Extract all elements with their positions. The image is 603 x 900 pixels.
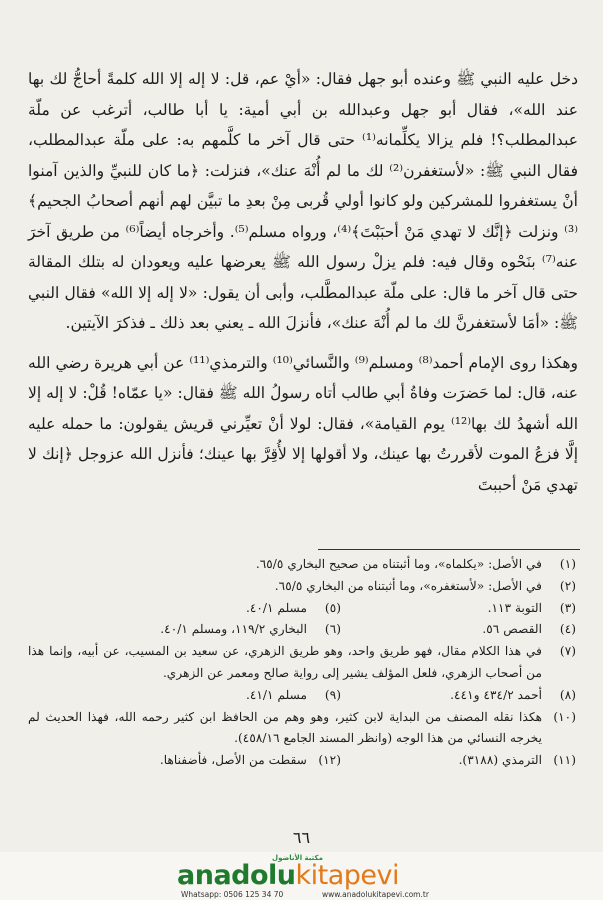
logo-brand-part2: kitapevi <box>295 860 400 891</box>
footnote-text: الترمذي (٣١٨٨). <box>458 753 542 768</box>
logo-phone: Whatsapp: 0506 125 34 70 <box>181 890 284 899</box>
footnote-1 <box>28 554 576 576</box>
footnote-text: البخاري ١١٩/٢، ومسلم ٤٠/١. <box>160 622 307 637</box>
logo-website[interactable]: www.anadolukitapevi.com.tr <box>322 890 429 899</box>
footnote-text: القصص ٥٦. <box>482 622 542 637</box>
footnote-row-8-9 <box>28 685 576 707</box>
footnote-text: هكذا نقله المصنف من البداية لابن كثير، وهو وهم من الحافظ ابن كثير رحمه الله، فهذا الحديث لم يخرجه النسائي من هذا الوجه (وانظر المسند الجامع ٤٥٨/١٦). <box>28 709 542 746</box>
footnote-row-3-5 <box>28 598 576 620</box>
footnote-number: (٥) <box>324 600 341 615</box>
footnote-row-4-6 <box>28 619 576 641</box>
footnote-text: مسلم ٤٠/١. <box>245 600 307 615</box>
footnote-text: مسلم ٤١/١. <box>245 687 307 702</box>
footnote-number: (٩) <box>324 687 341 702</box>
logo-brand <box>177 860 399 891</box>
footnote-number: (١٠) <box>553 709 576 724</box>
footnote-number: (١٢) <box>318 753 341 768</box>
paragraph-1: دخل عليه النبي ﷺ وعنده أبو جهل فقال: «أيْ عم، قل: لا إله إلا الله كلمةً أحاجُّ لك بها عند الله»، فقال أبو جهل وعبدالله بن أبي أمية: يا أبا طالب، أترغب عن ملّة عبدالمطلب؟! فلم يزالا يكلِّمانه⁽¹⁾ حتى قال آخر ما كلَّمهم به: على ملّة عبدالمطلب، فقال النبي ﷺ: «لأستغفرن⁽²⁾ لك ما لم أُنْهَ عنك»، فنزلت: ﴿ما كان للنبيِّ والذين آمنوا أنْ يستغفروا للمشركين ولو كانوا أولي قُربى مِنْ بعدِ ما تبيَّن لهم أنهم أصحابُ الجحيم﴾⁽³⁾ ونزلت ﴿إنَّك لا تهدي مَنْ أحبَبْتَ﴾⁽⁴⁾، ورواه مسلم⁽⁵⁾. وأخرجاه أيضاً⁽⁶⁾ من طريق آخرَ عنه⁽⁷⁾ بنَحْوه وقال فيه: فلم يزلْ رسول الله ﷺ يعرضها عليه ويعودان له بتلك المقالة حتى قال آخر ما قال: على ملّة عبدالمطَّلب، وأبى أن يقول: «لا إله إلا الله» فقال النبي ﷺ: «أمَا لأستغفرنَّ لك ما لم أُنْهَ عنك»، فأنزلَ الله ـ يعني بعد ذلك ـ فذكرَ الآيتين. <box>28 70 579 332</box>
footnote-number: (١) <box>559 557 576 571</box>
page-number: ٦٦ <box>292 828 311 847</box>
footnote-number: (٧) <box>559 644 576 659</box>
footnote-7 <box>28 641 576 685</box>
footnote-divider <box>318 549 580 550</box>
footnote-number: (٤) <box>559 622 576 637</box>
footnote-2 <box>28 576 576 598</box>
footnote-text: سقطت من الأصل، فأضفناها. <box>159 753 307 768</box>
footnote-number: (٢) <box>559 578 576 593</box>
footnote-text: أحمد ٤٣٤/٢ و٤٤١. <box>450 687 542 702</box>
footnote-text: التوبة ١١٣. <box>487 600 542 615</box>
publisher-logo[interactable] <box>0 852 603 900</box>
main-text <box>28 64 578 500</box>
footnote-number: (٦) <box>324 622 341 637</box>
footnote-text: في الأصل: «يكلماه»، وما أثبتناه من صحيح البخاري ٦٥/٥. <box>255 557 542 571</box>
footnote-number: (٣) <box>559 600 576 615</box>
paragraph-2: وهكذا روى الإمام أحمد⁽⁸⁾ ومسلم⁽⁹⁾ والنَّسائي⁽¹⁰⁾ والترمذي⁽¹¹⁾ عن أبي هريرة رضي الله عنه، قال: لما حَضرَت وفاةُ أبي طالب أتاه رسولُ الله ﷺ فقال: «يا عمّاه! قُلْ: لا إله إلا الله أشهدُ لك بها⁽¹²⁾ يوم القيامة»، فقال: لولا أنْ تعيِّرني قريش يقولون: ما حمله عليه إلَّا فزعُ الموت لأقررتُ بها عينك، ولا أقولها إلا لأُقِرَّ بها عينك؛ فأنزل الله عزوجل ﴿إنك لا تهدي مَنْ أحببتَ <box>28 353 579 494</box>
footnotes <box>28 554 576 772</box>
footnote-number: (٨) <box>559 687 576 702</box>
logo-brand-part1: anadolu <box>177 860 296 891</box>
footnote-number: (١١) <box>553 753 576 768</box>
logo-small-text: مكتبة الأناضول <box>272 854 323 862</box>
footnote-10 <box>28 707 576 751</box>
footnote-row-11-12 <box>28 750 576 772</box>
footnote-text: في هذا الكلام مقال، فهو طريق واحد، وهو طريق الزهري، عن سعيد بن المسيب، عن أبيه، وإنما هذا من أصحاب الزهري، فلعل المؤلف يشير إلى رواية صالح ومعمر عن الزهري. <box>28 644 542 680</box>
footnote-text: في الأصل: «لأستغفره»، وما أثبتناه من البخاري ٦٥/٥. <box>274 578 542 593</box>
